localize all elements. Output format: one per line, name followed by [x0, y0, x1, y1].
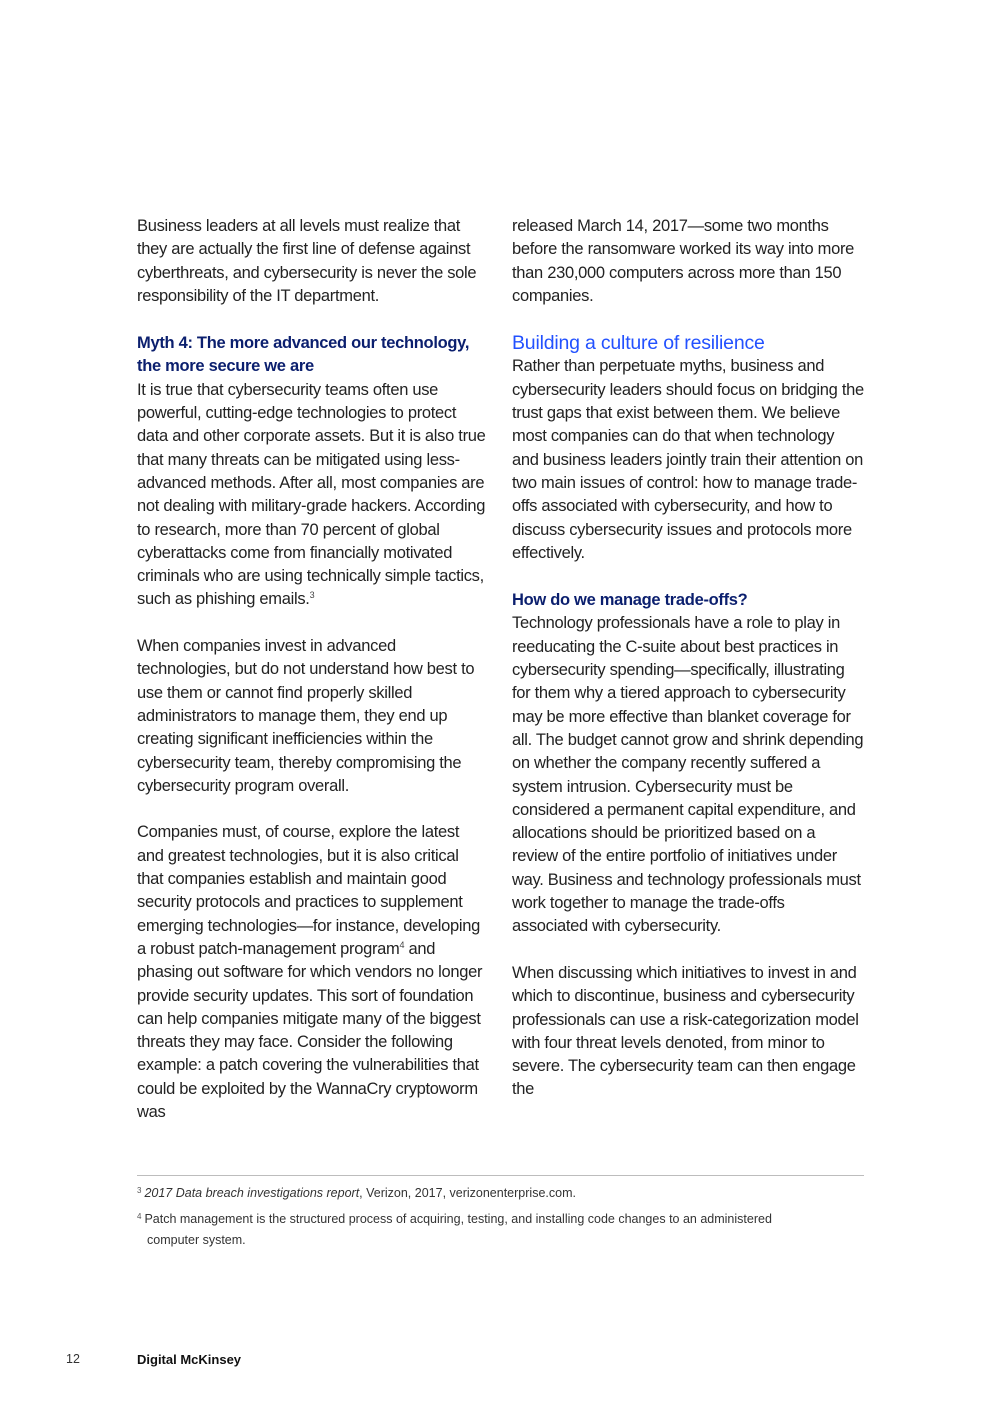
resilience-paragraph: Rather than perpetuate myths, business and cybersecurity leaders should focus on bridging the trust gaps that exist between them. We believe most companies can do that when technology and business leaders jointly train their attention on two main issues of control: how to manage trade-offs associated with cybersecurity, and how to discuss cybersecurity issues and protocols more effectively.	[512, 357, 864, 562]
section-heading: Building a culture of resilience	[512, 332, 765, 355]
left-column	[137, 215, 489, 1124]
myth4-paragraph-1	[137, 379, 489, 612]
footnote-4-text-line2: computer system.	[147, 1233, 246, 1247]
myth4-paragraph-3-text-a: Companies must, of course, explore the latest and greatest technologies, but it is also critical that companies establish and maintain good security protocols and practices to supplement emerging technologies—for instance, developing a robust patch-management program	[137, 823, 481, 958]
footnote-3-text: , Verizon, 2017, verizonenterprise.com.	[359, 1186, 576, 1200]
footnote-3-title: 2017 Data breach investigations report	[144, 1186, 360, 1200]
footnote-3	[137, 1180, 837, 1205]
brand-name: Digital McKinsey	[137, 1352, 242, 1367]
tradeoffs-paragraph-1: Technology professionals have a role to play in reeducating the C-suite about best practices in cybersecurity spending—specifically, illustrating for them why a tiered approach to cybersecurity may be more effective than blanket coverage for all. The budget cannot grow and shrink depending on whether the company recently suffered a system intrusion. Cybersecurity must be considered a permanent capital expenditure, and allocations should be prioritized based on a review of the entire portfolio of initiatives under way. Business and technology professionals must work together to manage the trade-offs associated with cybersecurity.	[512, 614, 864, 936]
footnote-ref-3[interactable]: 3	[309, 590, 315, 601]
footnote-divider	[137, 1175, 864, 1176]
intro-paragraph: Business leaders at all levels must realize that they are actually the first line of defense against cyberthreats, and cybersecurity is never the sole responsibility of the IT department.	[137, 217, 477, 305]
footnote-3-number: 3	[137, 1186, 142, 1195]
page-number: 12	[66, 1352, 80, 1366]
tradeoffs-paragraph-2: When discussing which initiatives to invest in and which to discontinue, business and cybersecurity professionals can use a risk-categorization model with four threat levels denoted, from minor to severe. The cybersecurity team can then engage the	[512, 963, 859, 1099]
footnote-4-number: 4	[137, 1211, 142, 1221]
myth4-paragraph-3-text-b: and phasing out software for which vendors no longer provide security updates. This sort of foundation can help companies mitigate many of the biggest threats they may face. Consider the following example: a patch covering the vulnerabilities that could be exploited by the WannaCry cryptoworm was	[137, 939, 483, 1121]
footnote-ref-4[interactable]: 4	[399, 939, 405, 950]
footnotes	[137, 1180, 837, 1252]
myth4-paragraph-3	[137, 821, 489, 1124]
right-column	[512, 215, 864, 1102]
footnote-4	[137, 1206, 837, 1252]
myth4-paragraph-1-text: It is true that cybersecurity teams often use powerful, cutting-edge technologies to protect data and other corporate assets. But it is also true that many threats can be mitigated using less-advanced methods. After all, most companies are not dealing with military-grade hackers. According to research, more than 70 percent of global cyberattacks come from financially motivated criminals who are using technically simple tactics, such as phishing emails.	[137, 380, 486, 609]
footnote-4-text-line1: Patch management is the structured process of acquiring, testing, and installing code changes to an administered	[144, 1211, 772, 1226]
myth4-heading: Myth 4: The more advanced our technology, the more secure we are	[137, 334, 470, 376]
myth4-paragraph-2: When companies invest in advanced technologies, but do not understand how best to use them or cannot find properly skilled administrators to manage them, they end up creating significant inefficiencies within the cybersecurity team, thereby compromising the cybersecurity program overall.	[137, 637, 475, 795]
continuation-paragraph: released March 14, 2017—some two months before the ransomware worked its way into more than 230,000 computers across more than 150 companies.	[512, 217, 855, 305]
tradeoffs-subheading: How do we manage trade-offs?	[512, 591, 748, 610]
